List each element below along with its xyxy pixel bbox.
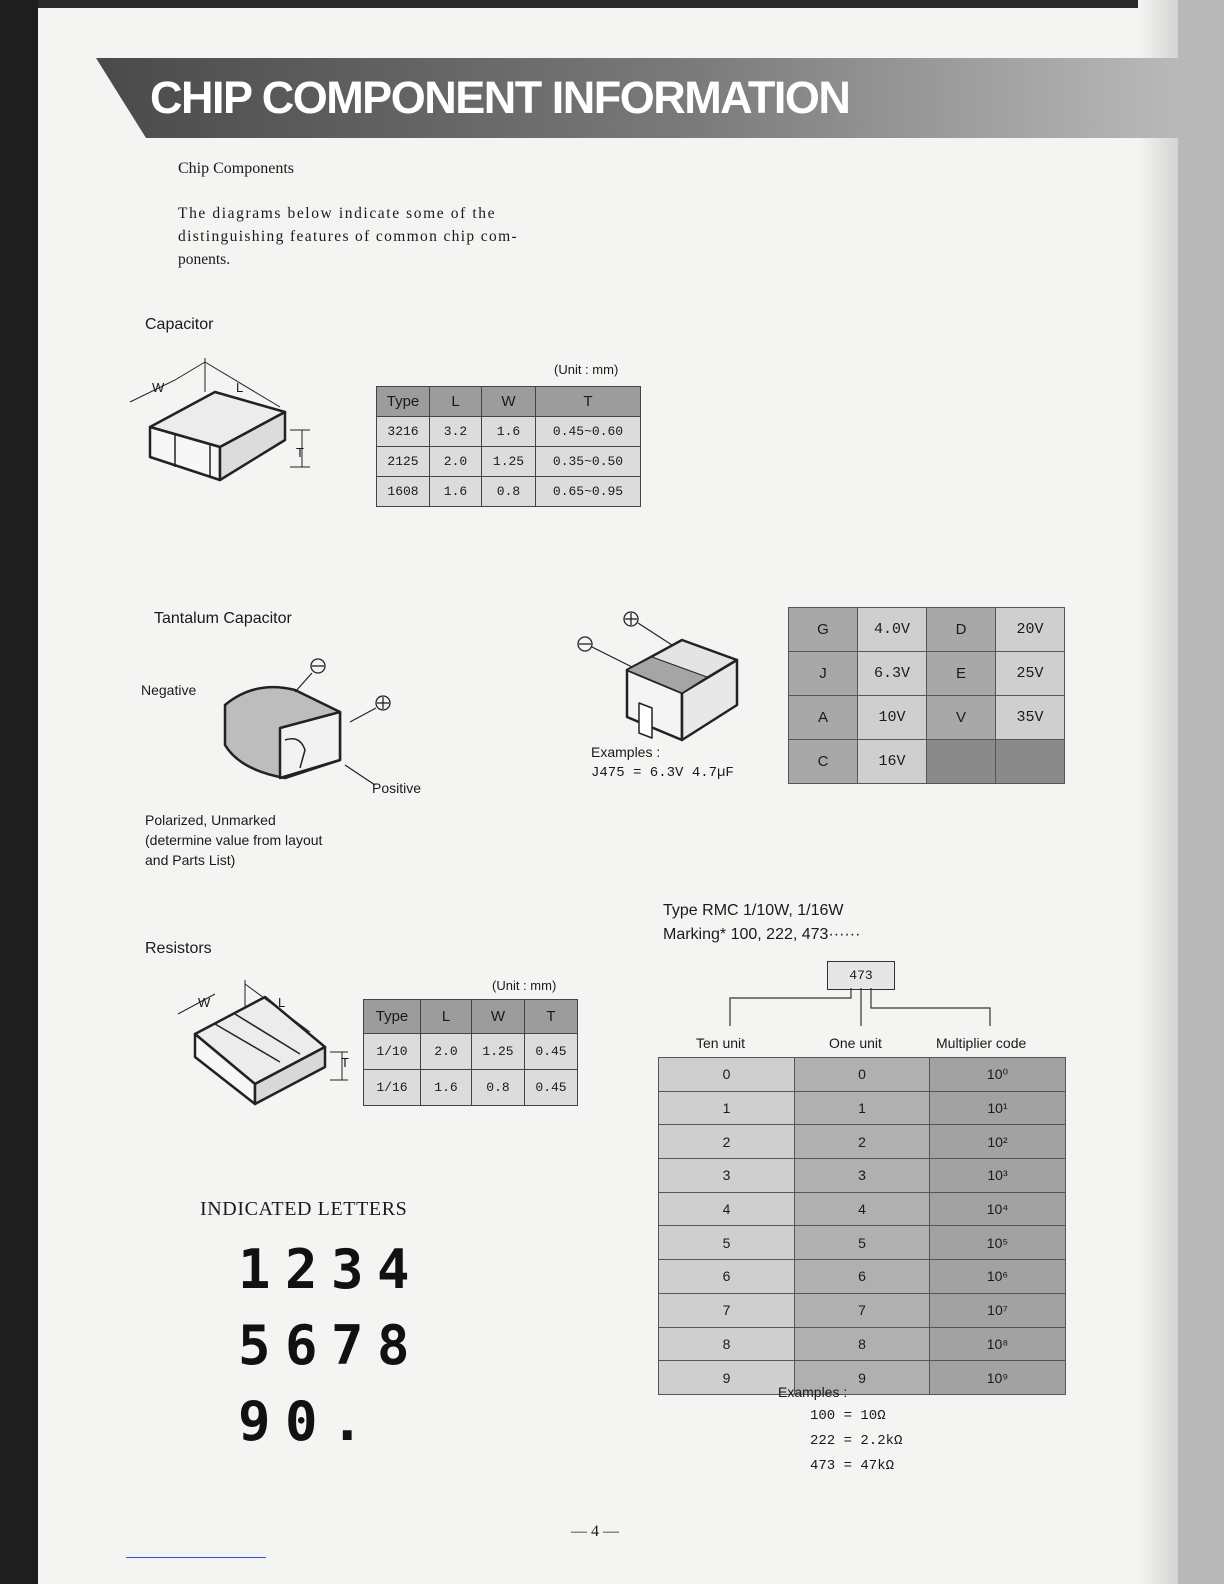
tantalum-capacitor-diagram [200, 650, 410, 800]
col-header: Type [364, 1000, 421, 1034]
cell: C [789, 740, 858, 784]
cell: 10³ [930, 1159, 1066, 1193]
table-row [364, 1034, 578, 1070]
cell: V [927, 696, 996, 740]
cell [927, 740, 996, 784]
indicated-glyph: 8 [377, 1314, 410, 1377]
cell: 0.45~0.60 [536, 417, 641, 447]
cell: 0 [795, 1058, 930, 1092]
col-header: W [482, 387, 536, 417]
tantalum-note-3: and Parts List) [145, 852, 236, 868]
cell: 1/16 [364, 1070, 421, 1106]
cell: 7 [659, 1293, 795, 1327]
cell: 25V [996, 652, 1065, 696]
resistor-diagram [170, 972, 360, 1107]
table-row [789, 608, 1065, 652]
tantalum-example: J475 = 6.3V 4.7µF [591, 765, 734, 781]
cell: 3.2 [430, 417, 482, 447]
page-number: — 4 — [571, 1523, 619, 1540]
page-title: CHIP COMPONENT INFORMATION [150, 72, 850, 123]
rmc-example-1: 100 = 10Ω [810, 1408, 886, 1424]
intro-heading: Chip Components [178, 160, 295, 177]
indicated-glyph: 1 [238, 1238, 271, 1301]
cell: 10¹ [930, 1091, 1066, 1125]
rmc-marking-line: Marking* 100, 222, 473······ [663, 926, 861, 943]
cell: 0.45 [525, 1070, 578, 1106]
cell: 10⁵ [930, 1226, 1066, 1260]
table-row [377, 477, 641, 507]
capacitor-unit: (Unit : mm) [554, 362, 619, 377]
cell [996, 740, 1065, 784]
cell: 1.25 [482, 447, 536, 477]
cell: 0.65~0.95 [536, 477, 641, 507]
intro-line-3: ponents. [178, 251, 231, 268]
cell: 0 [659, 1058, 795, 1092]
page-frame-top [0, 0, 1224, 8]
table-row [789, 652, 1065, 696]
cell: A [789, 696, 858, 740]
page-frame-left [0, 0, 38, 1584]
tantalum-note-1: Polarized, Unmarked [145, 812, 276, 828]
cell: 9 [795, 1361, 930, 1395]
cell: 1 [659, 1091, 795, 1125]
cell: 6.3V [858, 652, 927, 696]
tantalum-negative-label: Negative [141, 682, 197, 698]
table-row [659, 1226, 1066, 1260]
cell: 6 [795, 1260, 930, 1294]
table-row [659, 1159, 1066, 1193]
table-row [659, 1293, 1066, 1327]
table-row [659, 1192, 1066, 1226]
cell: 1608 [377, 477, 430, 507]
table-row [789, 740, 1065, 784]
resistors-unit: (Unit : mm) [492, 978, 557, 993]
cell: 0.8 [472, 1070, 525, 1106]
table-row [364, 1070, 578, 1106]
cell: 20V [996, 608, 1065, 652]
cell: G [789, 608, 858, 652]
cell: 3 [795, 1159, 930, 1193]
indicated-glyph: 4 [377, 1238, 410, 1301]
indicated-glyph: 9 [238, 1390, 271, 1453]
capacitor-dim-t: T [296, 445, 304, 460]
table-row [659, 1125, 1066, 1159]
resistor-dim-l: L [278, 995, 286, 1010]
indicated-glyph: 5 [238, 1314, 271, 1377]
cell: 5 [795, 1226, 930, 1260]
capacitor-table [376, 386, 641, 507]
capacitor-dim-w: W [152, 380, 165, 395]
cell: 1.6 [421, 1070, 472, 1106]
rmc-multiplier-table [658, 1057, 1066, 1395]
cell: 10⁴ [930, 1192, 1066, 1226]
rmc-examples-label: Examples : [778, 1384, 848, 1400]
indicated-glyph: 7 [331, 1314, 364, 1377]
cell: 4 [659, 1192, 795, 1226]
table-row [659, 1327, 1066, 1361]
cell: 4.0V [858, 608, 927, 652]
tantalum-examples-label: Examples : [591, 744, 661, 760]
cell: 1.6 [430, 477, 482, 507]
voltage-code-table [788, 607, 1065, 784]
col-header: T [536, 387, 641, 417]
cell: 2 [795, 1125, 930, 1159]
cell: 0.8 [482, 477, 536, 507]
cell: 10⁰ [930, 1058, 1066, 1092]
col-header: T [525, 1000, 578, 1034]
rmc-col-ten: Ten unit [696, 1035, 746, 1051]
indicated-glyph: 3 [331, 1238, 364, 1301]
rmc-code-connectors [720, 988, 1000, 1028]
capacitor-dim-l: L [236, 380, 244, 395]
cell: 1 [795, 1091, 930, 1125]
cell: 0.35~0.50 [536, 447, 641, 477]
cell: 1.6 [482, 417, 536, 447]
rmc-col-one: One unit [829, 1035, 882, 1051]
cell: 1.25 [472, 1034, 525, 1070]
cell: 7 [795, 1293, 930, 1327]
resistor-dim-t: T [341, 1055, 349, 1070]
cell: 2.0 [430, 447, 482, 477]
intro-line-2: distinguishing features of common chip com- [178, 228, 519, 245]
cell: J [789, 652, 858, 696]
cell: 2125 [377, 447, 430, 477]
cell: 10⁷ [930, 1293, 1066, 1327]
cell: 6 [659, 1260, 795, 1294]
table-row [659, 1058, 1066, 1092]
cell: 35V [996, 696, 1065, 740]
rmc-example-3: 473 = 47kΩ [810, 1458, 895, 1474]
tantalum-title: Tantalum Capacitor [154, 610, 292, 627]
cell: 10⁸ [930, 1327, 1066, 1361]
cell: 9 [659, 1361, 795, 1395]
footer-rule [126, 1557, 266, 1558]
table-row [659, 1091, 1066, 1125]
rmc-code-box: 473 [827, 961, 895, 990]
indicated-glyph: 0 [285, 1390, 318, 1453]
indicated-glyph: . [331, 1390, 364, 1453]
cell: 2.0 [421, 1034, 472, 1070]
table-row [659, 1260, 1066, 1294]
capacitor-diagram [120, 352, 320, 487]
cell: 10² [930, 1125, 1066, 1159]
cell: 4 [795, 1192, 930, 1226]
table-row [659, 1361, 1066, 1395]
resistors-table [363, 999, 578, 1106]
col-header: L [421, 1000, 472, 1034]
cell: 16V [858, 740, 927, 784]
indicated-glyph: 6 [285, 1314, 318, 1377]
cell: 1/10 [364, 1034, 421, 1070]
tantalum-positive-label: Positive [372, 780, 422, 796]
intro-line-1: The diagrams below indicate some of the [178, 205, 497, 222]
col-header: Type [377, 387, 430, 417]
cell: 10⁹ [930, 1361, 1066, 1395]
page-frame-right [1178, 0, 1224, 1584]
cell: 8 [795, 1327, 930, 1361]
col-header: W [472, 1000, 525, 1034]
table-row [789, 696, 1065, 740]
rmc-example-2: 222 = 2.2kΩ [810, 1433, 903, 1449]
cell: 10⁶ [930, 1260, 1066, 1294]
table-row [377, 417, 641, 447]
rmc-col-multiplier: Multiplier code [936, 1035, 1027, 1051]
col-header: L [430, 387, 482, 417]
capacitor-title: Capacitor [145, 316, 214, 333]
resistor-dim-w: W [198, 995, 211, 1010]
rmc-type-line: Type RMC 1/10W, 1/16W [663, 902, 844, 919]
resistors-title: Resistors [145, 940, 212, 957]
cell: 10V [858, 696, 927, 740]
page-shadow-right [1138, 0, 1178, 1584]
tantalum-marked-diagram [572, 605, 752, 745]
cell: 3216 [377, 417, 430, 447]
cell: E [927, 652, 996, 696]
cell: 2 [659, 1125, 795, 1159]
cell: 0.45 [525, 1034, 578, 1070]
table-row [377, 447, 641, 477]
tantalum-note-2: (determine value from layout [145, 832, 323, 848]
cell: 5 [659, 1226, 795, 1260]
cell: 3 [659, 1159, 795, 1193]
cell: 8 [659, 1327, 795, 1361]
cell: D [927, 608, 996, 652]
indicated-glyph: 2 [285, 1238, 318, 1301]
indicated-letters-title: INDICATED LETTERS [200, 1198, 408, 1220]
